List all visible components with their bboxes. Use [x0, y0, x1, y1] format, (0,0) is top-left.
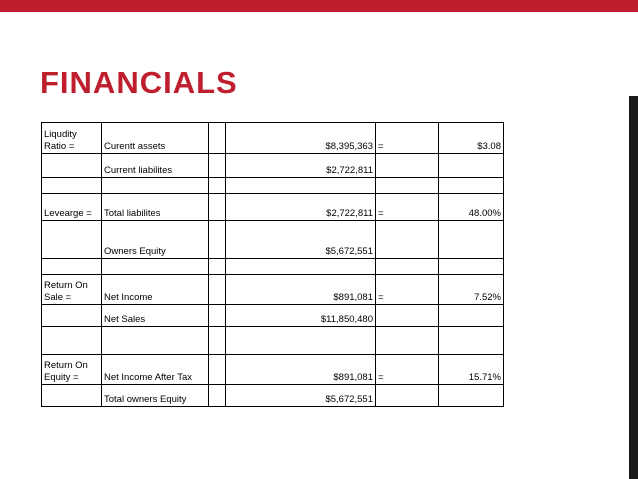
return-on-equity-label: Return On Equity = — [42, 355, 102, 385]
leverage-numerator-value: $2,722,811 — [226, 194, 376, 221]
return-on-sale-label: Return On Sale = — [42, 275, 102, 305]
right-accent-bar — [629, 96, 638, 479]
liquidity-result: $3.08 — [439, 123, 504, 154]
liquidity-numerator-label: Curentt assets — [102, 123, 209, 154]
return-on-equity-numerator-value: $891,081 — [226, 355, 376, 385]
leverage-row — [42, 194, 504, 221]
slide-title: FINANCIALS — [40, 65, 238, 100]
spacer-row — [42, 259, 504, 275]
return-on-sale-numerator-label: Net Income — [102, 275, 209, 305]
return-on-sale-row — [42, 275, 504, 305]
spacer-row — [42, 178, 504, 194]
liquidity-numerator-value: $8,395,363 — [226, 123, 376, 154]
return-on-sale-denominator-value: $11,850,480 — [226, 305, 376, 327]
return-on-equity-denominator-row — [42, 385, 504, 407]
return-on-equity-numerator-label: Net Income After Tax — [102, 355, 209, 385]
return-on-equity-denominator-value: $5,672,551 — [226, 385, 376, 407]
return-on-sale-result: 7.52% — [439, 275, 504, 305]
spacer-row — [42, 327, 504, 355]
top-accent-bar — [0, 0, 638, 12]
return-on-equity-denominator-label: Total owners Equity — [102, 385, 209, 407]
leverage-denominator-value: $5,672,551 — [226, 221, 376, 259]
return-on-sale-equals: = — [376, 275, 439, 305]
leverage-numerator-label: Total liabilites — [102, 194, 209, 221]
return-on-sale-numerator-value: $891,081 — [226, 275, 376, 305]
return-on-equity-equals: = — [376, 355, 439, 385]
liquidity-equals: = — [376, 123, 439, 154]
liquidity-denominator-value: $2,722,811 — [226, 154, 376, 178]
liquidity-denominator-row — [42, 154, 504, 178]
return-on-equity-row — [42, 355, 504, 385]
liquidity-row — [42, 123, 504, 154]
leverage-result: 48.00% — [439, 194, 504, 221]
return-on-sale-denominator-label: Net Sales — [102, 305, 209, 327]
leverage-label: Levearge = — [42, 194, 102, 221]
financials-table — [41, 122, 504, 407]
liquidity-label: Liqudity Ratio = — [42, 123, 102, 154]
leverage-equals: = — [376, 194, 439, 221]
leverage-denominator-label: Owners Equity — [102, 221, 209, 259]
leverage-denominator-row — [42, 221, 504, 259]
liquidity-denominator-label: Current liabilites — [102, 154, 209, 178]
return-on-sale-denominator-row — [42, 305, 504, 327]
return-on-equity-result: 15.71% — [439, 355, 504, 385]
